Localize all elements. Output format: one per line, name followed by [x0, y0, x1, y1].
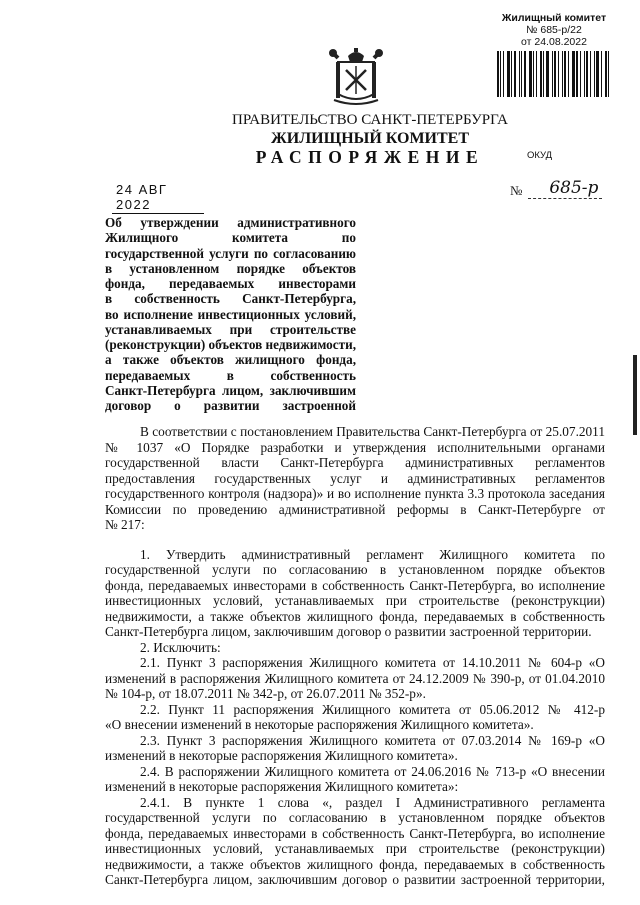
barcode-bar — [497, 51, 499, 97]
barcode-bar — [540, 51, 542, 97]
barcode-bar — [601, 51, 602, 97]
barcode-bar — [568, 51, 569, 97]
paragraph-line: 2.1. Пункт 3 распоряжения Жилищного комитета от 14.10.2011 № 604-р «О — [140, 655, 605, 670]
paragraph-line: В соответствии с постановлением Правительства Санкт-Петербурга от 25.07.2011 — [140, 424, 605, 439]
paragraph-line: «О внесении изменений в некоторые распоряжения Жилищного комитета». — [105, 717, 534, 732]
committee-name: ЖИЛИЩНЫЙ КОМИТЕТ — [270, 130, 469, 147]
paragraph-line: Санкт-Петербурга лицом, заключившим договор о развитии застроенной территории. — [105, 624, 592, 639]
paragraph-line: Санкт-Петербурга лицом, заключившим договор о развитии застроенной территории, — [105, 872, 605, 887]
paragraph-line: 2. Исключить: — [140, 639, 221, 655]
barcode-bar — [536, 51, 537, 97]
paragraph-line: государственной власти Санкт-Петербурга административных регламентов — [105, 455, 605, 470]
title-line: Жилищного комитета по — [105, 230, 356, 246]
barcode-bar — [586, 51, 588, 97]
barcode-bar — [533, 51, 534, 97]
stamp-org: Жилищный комитет — [501, 12, 607, 24]
barcode-bar — [558, 51, 559, 97]
barcode-bar — [500, 51, 501, 97]
paragraph-line: № 104-р, от 18.07.2011 № 342-р, от 26.07.2011 № 352-р». — [105, 686, 426, 701]
barcode-bar — [503, 51, 504, 97]
number-sign: № — [510, 183, 523, 198]
title-line: фонда, передаваемых инвесторами — [105, 276, 356, 291]
title-line: Об утверждении административного — [105, 215, 356, 230]
document-title — [105, 215, 356, 413]
coat-of-arms-emblem — [328, 48, 384, 108]
paragraph-line: государственного контроля (надзора)» и во исполнение пункта 3.3 протокола заседания — [105, 486, 605, 501]
scan-edge-mark — [633, 355, 637, 435]
title-line: в установленном порядке объектов — [105, 260, 356, 276]
government-name: ПРАВИТЕЛЬСТВО САНКТ-ПЕТЕРБУРГА — [232, 112, 508, 128]
paragraph-line: недвижимости, а также объектов жилищного фонда, передаваемых в собственность — [105, 856, 605, 872]
barcode-bar — [519, 51, 520, 97]
barcode-bar — [529, 51, 532, 97]
title-line: а также объектов жилищного фонда, — [105, 352, 356, 368]
barcode-bar — [564, 51, 566, 97]
barcode-bar — [546, 51, 549, 97]
paragraph-line: изменений в некоторые распоряжения Жилищного комитета». — [105, 748, 458, 763]
paragraph-line: 2.2. Пункт 11 распоряжения Жилищного комитета от 05.06.2012 № 412-р — [140, 701, 605, 717]
barcode-bar — [572, 51, 575, 97]
barcode-bar — [590, 51, 591, 97]
barcode-bar — [507, 51, 510, 97]
title-line: договор о развитии застроенной — [105, 398, 356, 413]
document-type: РАСПОРЯЖЕНИЕ — [255, 147, 485, 167]
paragraph-line: государственной услуги по согласованию в установленном порядке объектов — [105, 810, 605, 825]
barcode-bar — [521, 51, 522, 97]
barcode-bar — [554, 51, 556, 97]
barcode-bar — [576, 51, 578, 97]
barcode-bar — [543, 51, 544, 97]
stamp-date: от 24.08.2022 — [521, 36, 587, 48]
paragraph-line: инвестиционных условий, устанавливаемых при строительстве (реконструкции) — [105, 593, 605, 608]
number-value: 685-р — [528, 178, 602, 199]
paragraph-line: 1. Утвердить административный регламент Жилищного комитета по — [140, 546, 605, 562]
registration-stamp — [488, 12, 620, 97]
barcode-bar — [552, 51, 553, 97]
paragraph-line: инвестиционных условий, устанавливаемых при строительстве (реконструкции) — [105, 841, 605, 856]
document-number — [510, 178, 602, 199]
paragraph — [105, 547, 605, 640]
stamp-number: № 685-р/22 — [526, 24, 582, 36]
paragraph — [105, 764, 605, 795]
paragraph-gap — [105, 533, 605, 547]
document-date: 24 АВГ 2022 — [112, 182, 204, 214]
paragraph — [105, 733, 605, 764]
paragraph-line: государственной услуги по согласованию в установленном порядке объектов — [105, 562, 605, 577]
title-line: (реконструкции) объектов недвижимости, — [105, 337, 356, 352]
paragraph — [105, 702, 605, 733]
paragraph-line: № 1037 «О Порядке разработки и утверждения исполнительными органами — [105, 439, 605, 455]
paragraph — [105, 640, 605, 656]
paragraph-line: 2.4.1. В пункте 1 слова «, раздел I Административного регламента — [140, 794, 605, 810]
paragraph-line: фонда, передаваемых инвесторами в собственность Санкт-Петербурга, во исполнение — [105, 825, 605, 841]
barcode — [488, 51, 620, 97]
title-line: во исполнение инвестиционных условий, — [105, 306, 356, 322]
paragraph-line: Комиссии по проведению административной реформы в Санкт-Петербурге от — [105, 501, 605, 517]
paragraph-line: недвижимости, а также объектов жилищного фонда, передаваемых в собственность — [105, 608, 605, 624]
okud-label: ОКУД — [527, 150, 553, 161]
paragraph-line: изменений в некоторые распоряжения Жилищного комитета»: — [105, 779, 459, 794]
paragraph-line: № 217: — [105, 517, 145, 532]
paragraph-line: 2.4. В распоряжении Жилищного комитета от 24.06.2016 № 713-р «О внесении — [140, 763, 605, 779]
barcode-bar — [596, 51, 599, 97]
title-line: устанавливаемых при строительстве — [105, 321, 356, 337]
title-line: в собственность Санкт-Петербурга, — [105, 291, 356, 307]
paragraph-line: фонда, передаваемых инвесторами в собственность Санкт-Петербурга, во исполнение — [105, 577, 605, 593]
document-body — [105, 424, 605, 888]
barcode-bar — [511, 51, 512, 97]
barcode-bar — [562, 51, 563, 97]
barcode-bar — [605, 51, 607, 97]
barcode-bar — [580, 51, 581, 97]
paragraph-line: 2.3. Пункт 3 распоряжения Жилищного комитета от 07.03.2014 № 169-р «О — [140, 732, 605, 748]
paragraph — [105, 424, 605, 533]
paragraph — [105, 795, 605, 888]
barcode-bar — [514, 51, 516, 97]
title-line: государственной услуги по согласованию — [105, 245, 356, 261]
title-line: передаваемых в собственность — [105, 367, 356, 383]
barcode-bar — [584, 51, 585, 97]
title-line: Санкт-Петербурга лицом, заключившим — [105, 382, 356, 398]
barcode-bar — [594, 51, 595, 97]
paragraph-line: изменений в распоряжения Жилищного комитета от 24.12.2009 № 390-р, от 01.04.2010 — [105, 670, 605, 686]
paragraph-line: предоставления государственных услуг и административных регламентов — [105, 470, 605, 486]
barcode-bar — [608, 51, 609, 97]
barcode-bar — [524, 51, 526, 97]
paragraph — [105, 655, 605, 702]
